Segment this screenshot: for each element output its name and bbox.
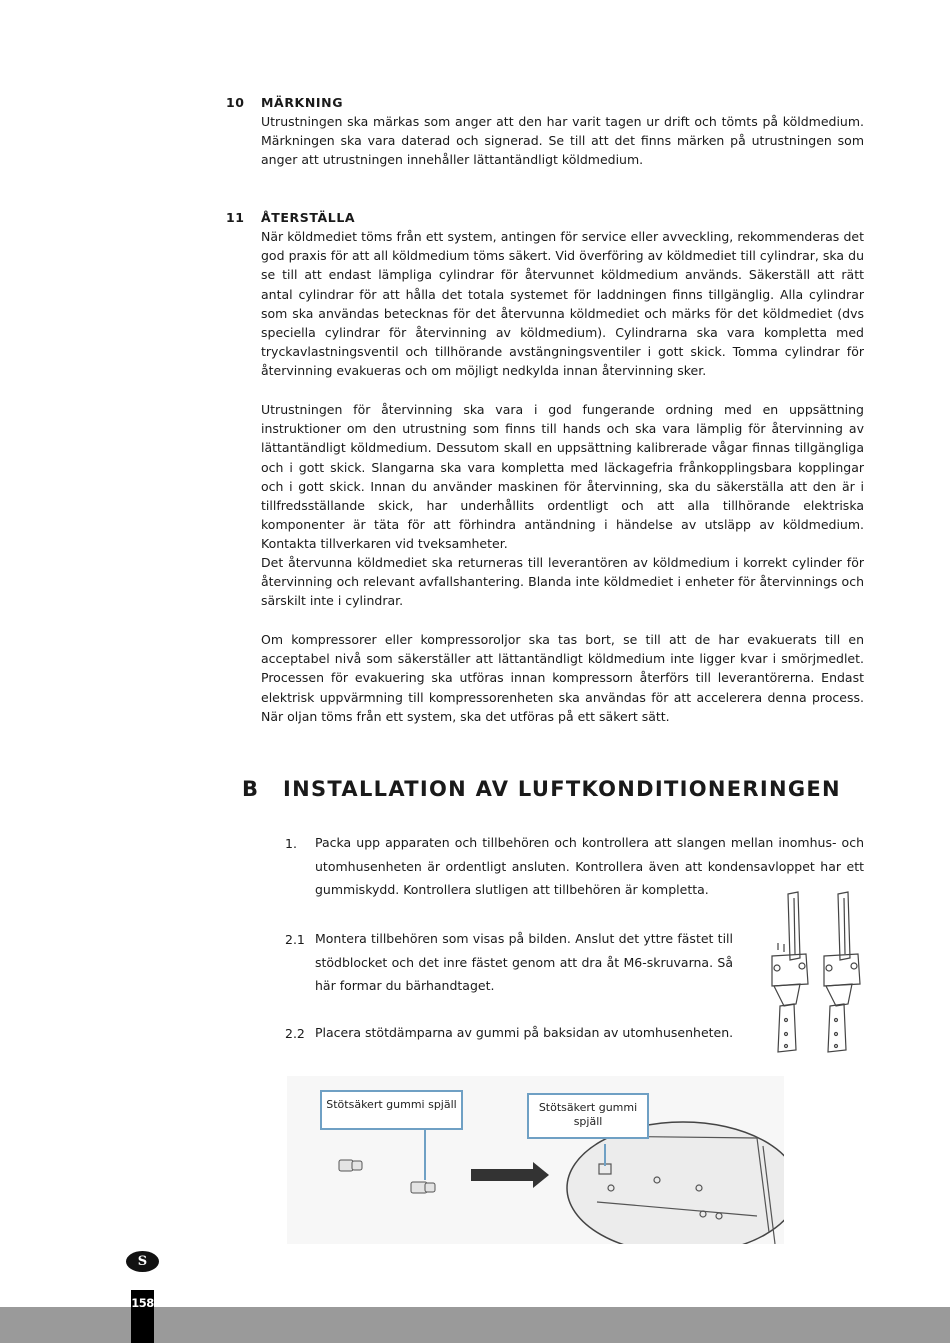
page-number: 158 xyxy=(131,1290,154,1343)
step-2-1-text: Montera tillbehören som visas på bilden. Anslut det yttre fästet till stödblocket och det inre fästet genom att dra åt M6-skruvarna. Så här formar du bärhandtaget. xyxy=(315,931,733,993)
section-10-text: Utrustningen ska märkas som anger att den har varit tagen ur drift och tömts på köldmedium. Märkningen ska vara daterad och signerad. Se till att det finns märken på utrustningen som anger att utrustningen innehåller lättantändligt köldmedium. xyxy=(261,114,864,168)
section-b-letter: B xyxy=(242,777,259,801)
section-11-paragraph-2: Utrustningen för återvinning ska vara i god fungerande ordning med en uppsättning instruktioner om den utrustning som finns till hands och ska vara lämplig för återvinning av lättantändligt köldmedium. Dessutom skall en uppsättning kalibrerade vågar finnas tillgängliga och i gott skick. Slangarna ska vara kompletta med läckagefria frånkopplingsbara kopplingar och i gott skick. Innan du använder maskinen för återvinning, ska du säkerställa att den är i tillfredsställande skick, har underhållits ordentligt och att alla tillhörande elektriska komponenter är täta för att förhindra antändning i händelse av utsläpp av köldmedium. Kontakta tillverkaren vid tveksamheter. xyxy=(261,402,864,552)
section-11-number: 11 xyxy=(226,210,245,225)
section-10-title: MÄRKNING xyxy=(261,95,344,110)
damper-label-right: Stötsäkert gummi spjäll xyxy=(527,1093,649,1139)
section-11-paragraph-4: Om kompressorer eller kompressoroljor ska tas bort, se till att de har evakuerats till en acceptabel nivå som säkerställer att lättantändligt köldmedium inte ligger kvar i smörjmedlet. Processen för evakuering ska utföras innan kompressorn återförs till leverantörerna. Endast elektrisk uppvärmning till kompressorenheten ska användas för att accelerera denna process. När oljan töms från ett system, ska det utföras på ett säkert sätt. xyxy=(261,632,864,724)
section-11-paragraph-3: Det återvunna köldmediet ska returneras till leverantören av köldmedium i korrekt cylinder för återvinning och relevant avfallshantering. Blanda inte köldmediet i enheter för återvinnings och särskilt inte i cylindrar. xyxy=(261,555,864,609)
section-10-number: 10 xyxy=(226,95,245,110)
bracket-illustration xyxy=(764,888,872,1056)
section-11-title: ÅTERSTÄLLA xyxy=(261,210,356,225)
step-2-2-text: Placera stötdämparna av gummi på baksidan av utomhusenheten. xyxy=(315,1025,734,1040)
step-1-text: Packa upp apparaten och tillbehören och kontrollera att slangen mellan inomhus- och utomhusenheten är ordentligt ansluten. Kontrollera även att kondensavloppet har ett gummiskydd. Kontrollera slutligen att tillbehören är kompletta. xyxy=(315,835,864,897)
section-11-paragraph-1: När köldmediet töms från ett system, antingen för service eller avveckling, rekommenderas det god praxis för att all köldmedium töms säkert. Vid överföring av köldmediet till cylindrar, ska du se till att endast lämpliga cylindrar för återvunnet köldmedium används. Säkerställ att rätt antal cylindrar för att hålla det totala systemet för laddningen finns tillgänglig. Alla cylindrar som ska användas betecknas för det återvunna köldmediet och märks för det köldmediet (dvs speciella cylindrar för återvinning av köldmedium). Cylindrarna ska vara kompletta med tryckavlastningsventil och tillhörande avstängningsventiler i gott skick. Tomma cylindrar för återvinning evakueras och om möjligt nedkylda innan återvinning sker. xyxy=(261,229,864,379)
step-2-2-number: 2.2 xyxy=(285,1026,305,1041)
step-1-number: 1. xyxy=(285,836,297,851)
language-badge: S xyxy=(126,1251,159,1272)
damper-illustration xyxy=(287,1076,784,1244)
section-b-title: INSTALLATION AV LUFTKONDITIONERINGEN xyxy=(283,777,841,801)
step-2-1-number: 2.1 xyxy=(285,932,305,947)
damper-label-left: Stötsäkert gummi spjäll xyxy=(320,1090,463,1130)
